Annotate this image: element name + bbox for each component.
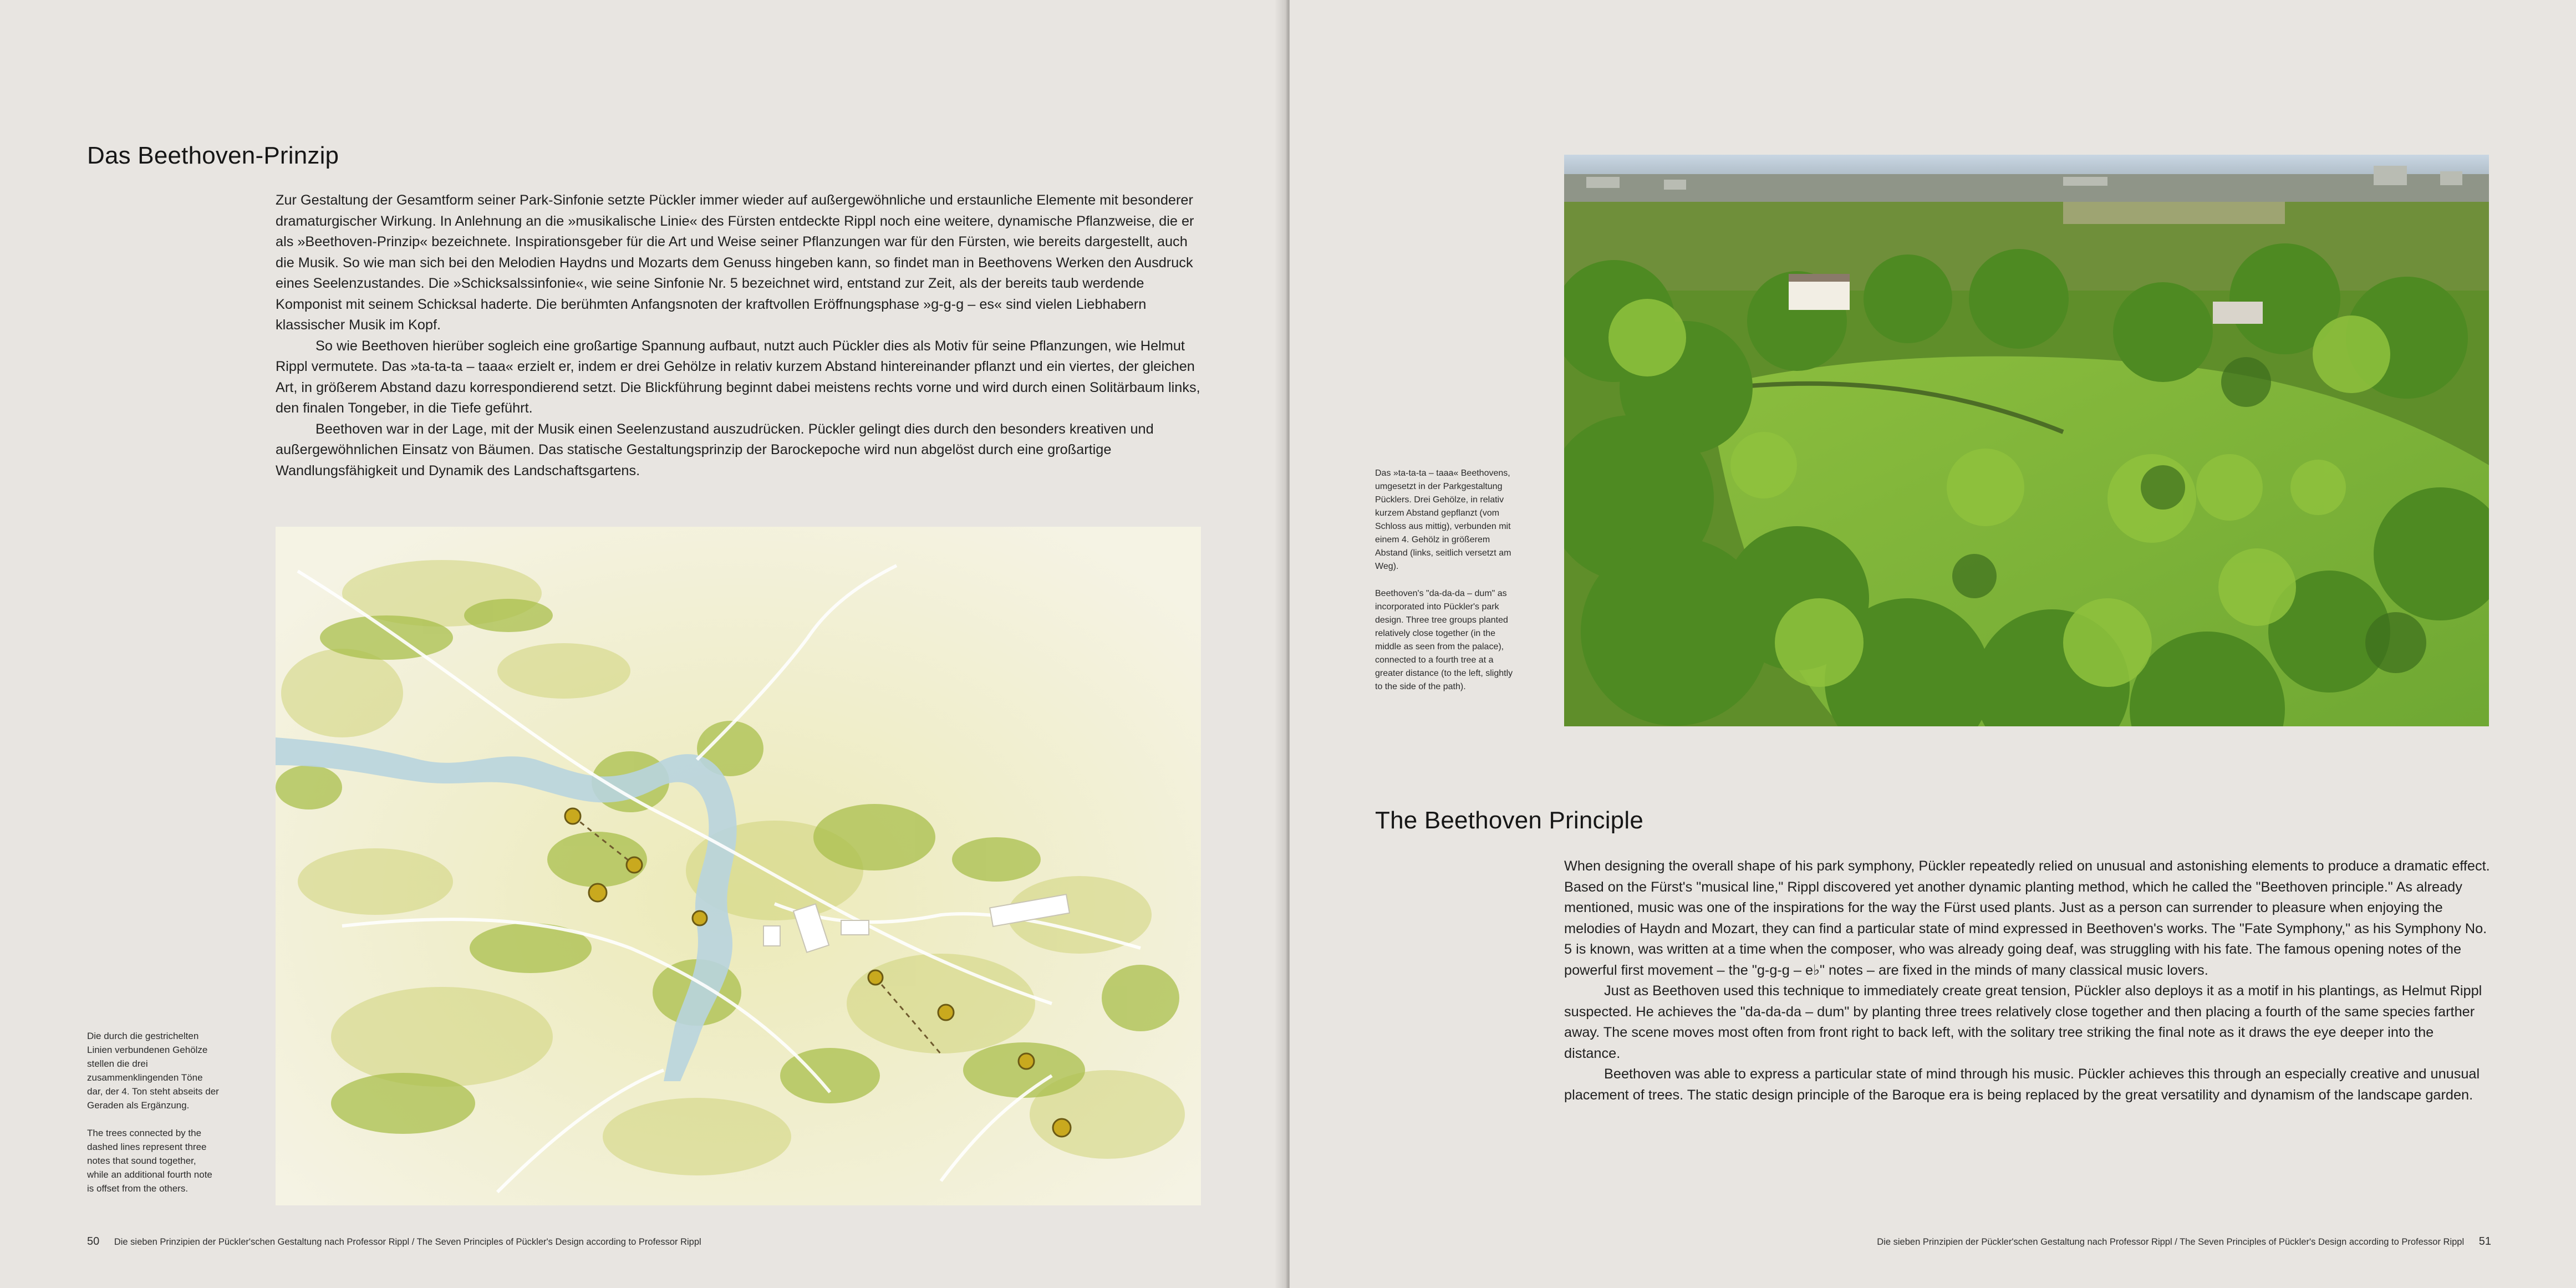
running-footer: Die sieben Prinzipien der Pückler'schen Gestaltung nach Professor Rippl / The Seven Principles of Pückler's Design according to Professor Rippl	[114, 1237, 701, 1247]
caption-en: Beethoven's "da-da-da – dum" as incorporated into Pückler's park design. Three tree groups planted relatively close together (in the middle as seen from the palace), connected to a fourth tree at a greater distance (to the left, slightly to the side of the path).	[1375, 589, 1513, 691]
caption-de: Das »ta-ta-ta – taaa« Beethovens, umgesetzt in der Parkgestaltung Pücklers. Drei Gehölze, in relativ kurzem Abstand gepflanzt (vom Schloss aus mittig), verbunden mit einem 4. Gehölz in größerem Abstand (links, seitlich versetzt am Weg).	[1375, 469, 1511, 571]
paragraph: Beethoven war in der Lage, mit der Musik einen Seelenzustand auszudrücken. Pückler gelingt dies durch den besonders kreativen und außergewöhnlichen Einsatz von Bäumen. Das statische Gestaltungsprinzip der Barockepoche wird nun abgelöst durch eine großartige Wandlungsfähigkeit und Dynamik des Landschaftsgartens.	[276, 421, 1154, 478]
running-footer: Die sieben Prinzipien der Pückler'schen Gestaltung nach Professor Rippl / The Seven Principles of Pückler's Design according to Professor Rippl	[1877, 1237, 2465, 1247]
paragraph: So wie Beethoven hierüber sogleich eine großartige Spannung aufbaut, nutzt auch Pückler dies als Motiv für seine Pflanzungen, wie Helmut Rippl vermutete. Das »ta-ta-ta – taaa« erzielt er, indem er drei Gehölze in relativ kurzem Abstand hintereinander pflanzt und ein viertes, der gleichen Art, in größerem Abstand dazu korrespondierend setzt. Die Blickführung beginnt dabei meistens rechts vorne und wird durch einen Solitärbaum links, den finalen Tongeber, in die Tiefe geführt.	[276, 338, 1200, 416]
caption-en: The trees connected by the dashed lines represent three notes that sound together, while an additional fourth note is offset from the others.	[87, 1128, 212, 1194]
park-plan-illustration	[276, 527, 1201, 1205]
page-number: 51	[2478, 1235, 2491, 1248]
footer-right	[1877, 1235, 2491, 1248]
paragraph: Just as Beethoven used this technique to immediately create great tension, Pückler also deploys it as a motif in his plantings, as Helmut Rippl suspected. He achieves the "da-da-da – dum" by planting three trees relatively close together and then placing a fourth of the same species farther away. The scene moves most often from front right to back left, with the solitary tree striking the final note as it draws the eye deeper into the distance.	[1564, 983, 2482, 1061]
heading-en: The Beethoven Principle	[1375, 807, 1644, 834]
aerial-park-photo	[1564, 155, 2489, 726]
caption-map	[87, 1029, 220, 1209]
footer-left	[87, 1235, 701, 1248]
right-page	[1290, 0, 2576, 1288]
caption-photo	[1375, 467, 1522, 707]
body-text-en	[1564, 856, 2491, 1106]
paragraph: Zur Gestaltung der Gesamtform seiner Park-Sinfonie setzte Pückler immer wieder auf außergewöhnliche und erstaunliche Elemente mit besonderer dramaturgischer Wirkung. In Anlehnung an die »musikalische Linie« des Fürsten entdeckte Rippl noch eine weitere, dynamische Pflanzweise, die er als »Beethoven-Prinzip« bezeichnete. Inspirationsgeber für die Art und Weise seiner Pflanzungen war für den Fürsten, wie bereits dargestellt, auch die Musik. So wie man sich bei den Melodien Haydns und Mozarts dem Genuss hingeben kann, so findet man in Beethovens Werken den Ausdruck eines Seelenzustandes. Die »Schicksalssinfonie«, wie seine Sinfonie Nr. 5 bezeichnet wird, entstand zur Zeit, als der bereits taub werdende Komponist mit seinem Schicksal haderte. Die berühmten Anfangsnoten der kraftvollen Eröffnungsphase »g-g-g – es« sind vielen Liebhabern klassischer Musik im Kopf.	[276, 192, 1194, 333]
heading-de: Das Beethoven-Prinzip	[87, 142, 339, 169]
caption-de: Die durch die gestrichelten Linien verbundenen Gehölze stellen die drei zusammenklingenden Töne dar, der 4. Ton steht abseits der Geraden als Ergänzung.	[87, 1031, 219, 1111]
page-number: 50	[87, 1235, 100, 1248]
paragraph: Beethoven was able to express a particular state of mind through his music. Pückler achieves this through an especially creative and unusual placement of trees. The static design principle of the Baroque era is being replaced by the great versatility and dynamism of the landscape garden.	[1564, 1066, 2480, 1103]
body-text-de	[276, 190, 1203, 481]
left-page	[0, 0, 1286, 1288]
paragraph: When designing the overall shape of his park symphony, Pückler repeatedly relied on unusual and astonishing elements to produce a dramatic effect. Based on the Fürst's "musical line," Rippl discovered yet another dynamic planting method, which he called the "Beethoven principle." As already mentioned, music was one of the inspirations for the way the Fürst used plants. Just as a person can surrender to pleasure when enjoying the melodies of Haydn and Mozart, they can find a particular state of mind expressed in Beethoven's works. The "Fate Symphony," as his Symphony No. 5 is known, was written at a time when the composer, who was already going deaf, was struggling with his fate. The famous opening notes of the powerful first movement – the "g-g-g – e♭" notes – are fixed in the minds of many classical music lovers.	[1564, 858, 2490, 978]
